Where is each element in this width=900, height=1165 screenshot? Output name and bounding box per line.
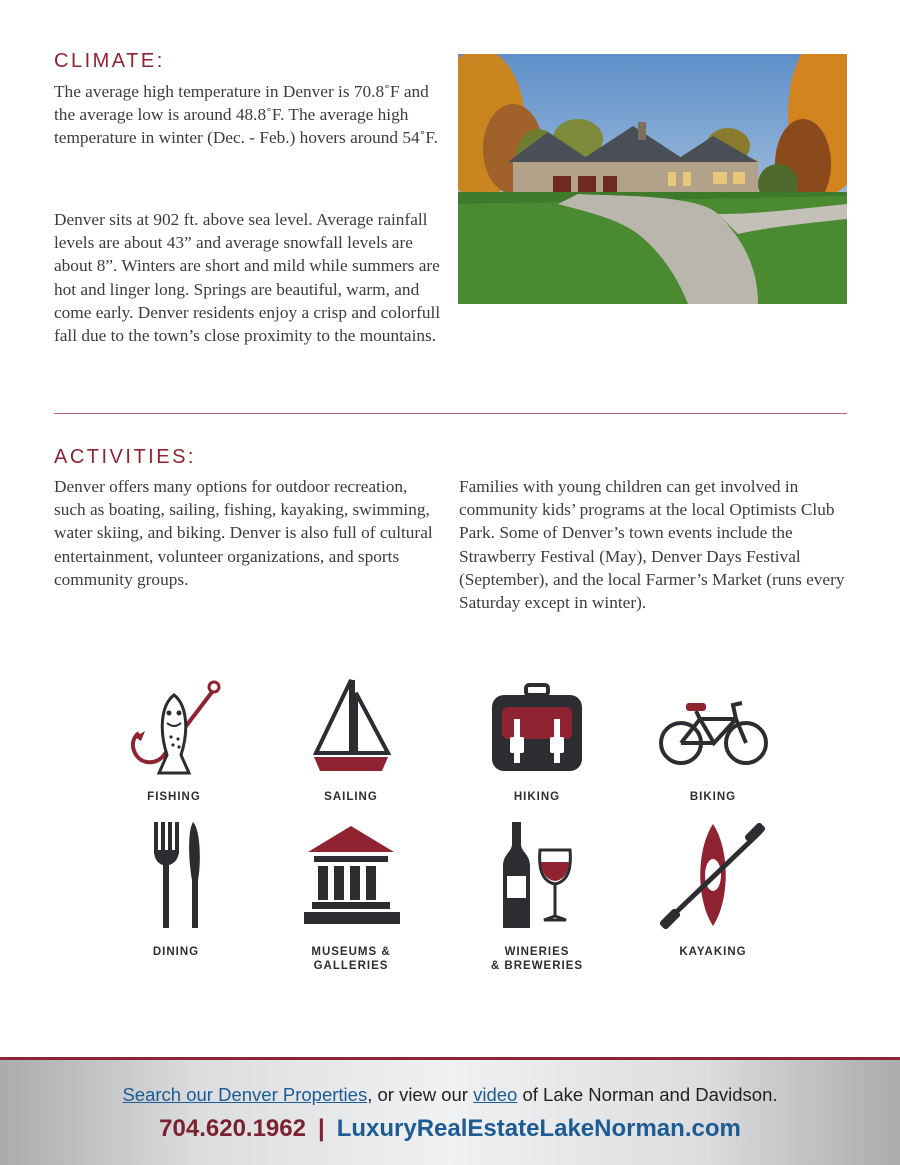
footer-contact	[0, 1115, 900, 1143]
activity-label-dining: DINING	[152, 946, 200, 958]
backpack-icon	[462, 675, 612, 785]
climate-paragraph-1: The average high temperature in Denver is 70.8˚F and the average low is around 48.8˚F. The average high temperature in winter (Dec. - Feb.) hovers around 54˚F.	[54, 82, 438, 148]
website-link[interactable]: LuxuryRealEstateLakeNorman.com	[336, 1115, 741, 1142]
activity-label-museums	[276, 945, 426, 973]
footer-text-mid: , or view our	[367, 1084, 474, 1105]
activity-label-sailing: SAILING	[324, 791, 378, 803]
section-divider	[54, 413, 847, 414]
activities-paragraph-1: Denver offers many options for outdoor recreation, such as boating, sailing, fishing, kayaking, swimming, water skiing, and biking. Denver is also full of cultural entertainment, volunteer organizations, and sports community groups.	[54, 477, 433, 589]
phone-number[interactable]: 704.620.1962	[159, 1115, 306, 1142]
activity-label-hiking: HIKING	[513, 791, 561, 803]
museum-icon	[276, 820, 426, 930]
activity-label-wineries	[462, 945, 612, 973]
activity-label-kayaking: KAYAKING	[679, 946, 747, 958]
fork-knife-icon	[101, 820, 251, 930]
label-line-2: GALLERIES	[313, 960, 389, 972]
footer-text-end: of Lake Norman and Davidson.	[517, 1084, 778, 1105]
climate-heading: CLIMATE:	[54, 50, 165, 72]
sailboat-icon	[276, 675, 426, 785]
footer-links-line	[0, 1084, 900, 1106]
activity-label-fishing: FISHING	[147, 791, 201, 803]
activity-label-biking: BIKING	[689, 791, 737, 803]
fishing-icon	[99, 675, 249, 785]
label-line-2: & BREWERIES	[490, 960, 584, 972]
footer	[0, 1060, 900, 1165]
label-line-1: MUSEUMS &	[311, 946, 391, 958]
house-photo	[458, 54, 847, 304]
wine-icon	[462, 820, 612, 930]
kayak-icon	[638, 820, 788, 930]
activities-heading: ACTIVITIES:	[54, 446, 196, 468]
label-line-1: WINERIES	[504, 946, 570, 958]
contact-separator: |	[317, 1115, 325, 1142]
bicycle-icon	[638, 675, 788, 785]
video-link[interactable]: video	[473, 1084, 518, 1105]
activities-paragraph-2: Families with young children can get involved in community kids’ programs at the local Optimists Club Park. Some of Denver’s town events include the Strawberry Festival (May), Denver Days Festival (September), and the local Farmer’s Market (runs every Saturday except in winter).	[459, 477, 845, 613]
search-properties-link[interactable]: Search our Denver Properties	[122, 1084, 368, 1105]
climate-paragraph-2: Denver sits at 902 ft. above sea level. Average rainfall levels are about 43” and average snowfall levels are about 8”. Winters are short and mild while summers are hot and linger long. Springs are beautiful, warm, and come early. Denver residents enjoy a crisp and colorfull fall due to the town’s close proximity to the mountains.	[54, 210, 441, 346]
